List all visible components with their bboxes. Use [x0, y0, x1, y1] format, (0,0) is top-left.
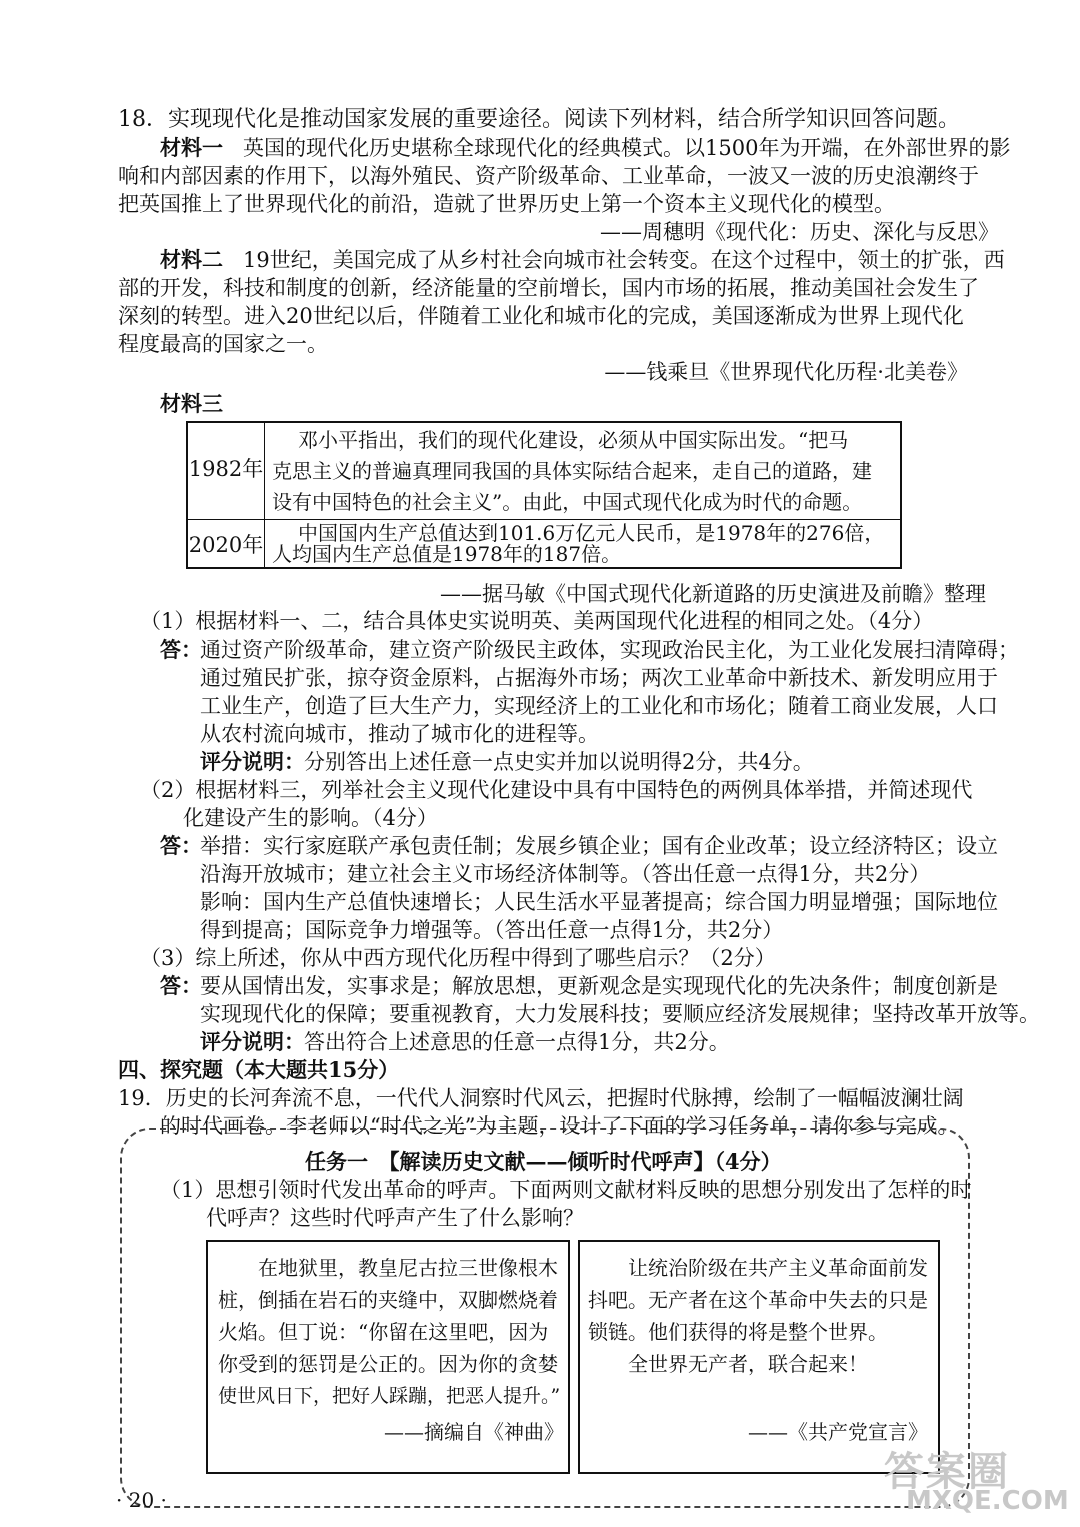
q19-text: 的时代画卷。李老师以“时代之光”为主题，设计了下面的学习任务单，请你参与完成。 — [160, 1114, 959, 1138]
scoring-text: 答出符合上述意思的任意一点得1分，共2分。 — [304, 1030, 730, 1054]
quote-line: 桩，倒插在岩石的夹缝中，双脚燃烧着 — [218, 1288, 558, 1312]
answer-line: 通过资产阶级革命，建立资产阶级民主政体，实现政治民主化，为工业化发展扫清障碍； — [200, 638, 1019, 662]
table-cell-line: 克思主义的普遍真理同我国的具体实际结合起来，走自己的道路，建 — [272, 459, 872, 483]
section-title: 四、探究题（本大题共15分） — [118, 1057, 400, 1082]
answer-label: 答： — [160, 637, 202, 662]
quote-line: 让统治阶级在共产主义革命面前发 — [628, 1256, 928, 1280]
task-1-title: 任务一 【解读历史文献——倾听时代呼声】（4分） — [305, 1149, 782, 1174]
material-1-line: 响和内部因素的作用下，以海外殖民、资产阶级革命、工业革命，一波又一波的历史浪潮终于 — [118, 164, 979, 188]
table-cell-line: 中国国内生产总值达到101.6万亿元人民币，是1978年的276倍， — [298, 521, 885, 545]
material-3-label: 材料三 — [160, 391, 223, 416]
task-1-question-cont: 代呼声？这些时代呼声产生了什么影响？ — [206, 1206, 584, 1230]
answer-line: 实现现代化的保障；要重视教育，大力发展科技；要顺应经济发展规律；坚持改革开放等。 — [200, 1002, 1040, 1026]
answer-line: 沿海开放城市；建立社会主义市场经济体制等。（答出任意一点得1分，共2分） — [200, 862, 931, 886]
quote-source: ——《共产党宣言》 — [748, 1420, 928, 1444]
answer-line: 从农村流向城市，推动了城市化的进程等。 — [200, 722, 599, 746]
material-3-source: ——据马敏《中国式现代化新道路的历史演进及前瞻》整理 — [440, 582, 986, 606]
material-3-table — [186, 421, 902, 569]
site-watermark — [870, 1440, 1070, 1520]
q19-text: 19．历史的长河奔流不息，一代代人洞察时代风云，把握时代脉搏，绘制了一幅幅波澜壮阔 — [118, 1086, 964, 1110]
table-cell-line: 人均国内生产总值是1978年的187倍。 — [272, 542, 622, 566]
watermark-url: MXQE.COM — [906, 1486, 1069, 1516]
quote-line: 全世界无产者，联合起来！ — [628, 1352, 868, 1376]
quote-line: 锁链。他们获得的将是整个世界。 — [588, 1320, 888, 1344]
quote-line: 火焰。但丁说：“你留在这里吧，因为 — [218, 1320, 549, 1344]
scoring-label: 评分说明： — [200, 1029, 305, 1054]
quote-line: 在地狱里，教皇尼古拉三世像根木 — [258, 1256, 558, 1280]
table-cell-line: 邓小平指出，我们的现代化建设，必须从中国实际出发。“把马 — [298, 428, 849, 452]
material-1-line: 英国的现代化历史堪称全球现代化的经典模式。以1500年为开端，在外部世界的影 — [243, 136, 1011, 160]
quote-line: 使世风日下，把好人踩蹦，把恶人提升。” — [218, 1385, 561, 1407]
quote-line: 抖吧。无产者在这个革命中失去的只是 — [588, 1288, 928, 1312]
material-2-line: 部的开发，科技和制度的创新，经济能量的空前增长，国内市场的拓展，推动美国社会发生了 — [118, 276, 979, 300]
table-column-divider — [264, 423, 265, 567]
quote-box-divine-comedy — [206, 1240, 570, 1474]
sub-question-2-cont: 化建设产生的影响。（4分） — [183, 806, 438, 830]
answer-label: 答： — [160, 973, 202, 998]
table-year-2020: 2020年 — [188, 533, 264, 557]
material-2-line: 程度最高的国家之一。 — [118, 332, 328, 356]
answer-line: 举措：实行家庭联产承包责任制；发展乡镇企业；国有企业改革；设立经济特区；设立 — [200, 834, 998, 858]
sub-question-2: （2）根据材料三，列举社会主义现代化建设中具有中国特色的两例具体举措，并简述现代 — [140, 778, 973, 802]
watermark-text: 答案圈 — [884, 1449, 1010, 1495]
page-number: · 20 · — [116, 1488, 167, 1512]
task-1-question: （1）思想引领时代发出革命的呼声。下面两则文献材料反映的思想分别发出了怎样的时 — [160, 1178, 972, 1202]
answer-line: 得到提高；国际竞争力增强等。（答出任意一点得1分，共2分） — [200, 918, 784, 942]
table-cell-line: 设有中国特色的社会主义”。由此，中国式现代化成为时代的命题。 — [272, 490, 863, 514]
quote-source: ——摘编自《神曲》 — [384, 1420, 564, 1444]
quote-line: 你受到的惩罚是公正的。因为你的贪婪 — [218, 1352, 558, 1376]
table-year-1982: 1982年 — [188, 457, 264, 481]
material-1-label: 材料一 — [160, 135, 223, 160]
scoring-text: 分别答出上述任意一点史实并加以说明得2分，共4分。 — [304, 750, 814, 774]
answer-label: 答： — [160, 833, 202, 858]
answer-line: 影响：国内生产总值快速增长；人民生活水平显著提高；综合国力明显增强；国际地位 — [200, 890, 998, 914]
material-2-label: 材料二 — [160, 247, 223, 272]
q18-title: 18．实现现代化是推动国家发展的重要途径。阅读下列材料，结合所学知识回答问题。 — [118, 107, 960, 132]
material-2-line: 19世纪，美国完成了从乡村社会向城市社会转变。在这个过程中，领土的扩张，西 — [243, 248, 1005, 272]
answer-line: 通过殖民扩张，掠夺资金原料，占据海外市场；两次工业革命中新技术、新发明应用于 — [200, 666, 998, 690]
material-1-source: ——周穗明《现代化：历史、深化与反思》 — [600, 220, 999, 244]
answer-line: 要从国情出发，实事求是；解放思想，更新观念是实现现代化的先决条件；制度创新是 — [200, 974, 998, 998]
material-2-line: 深刻的转型。进入20世纪以后，伴随着工业化和城市化的完成，美国逐渐成为世界上现代化 — [118, 304, 964, 328]
sub-question-1: （1）根据材料一、二，结合具体史实说明英、美两国现代化进程的相同之处。（4分） — [140, 609, 934, 633]
answer-line: 工业生产，创造了巨大生产力，实现经济上的工业化和市场化；随着工商业发展，人口 — [200, 694, 998, 718]
material-1-line: 把英国推上了世界现代化的前沿，造就了世界历史上第一个资本主义现代化的模型。 — [118, 192, 895, 216]
sub-question-3: （3）综上所述，你从中西方现代化历程中得到了哪些启示？（2分） — [140, 946, 776, 970]
scoring-label: 评分说明： — [200, 749, 305, 774]
material-2-source: ——钱乘旦《世界现代化历程·北美卷》 — [604, 360, 968, 384]
quote-box-communist-manifesto — [578, 1240, 940, 1474]
